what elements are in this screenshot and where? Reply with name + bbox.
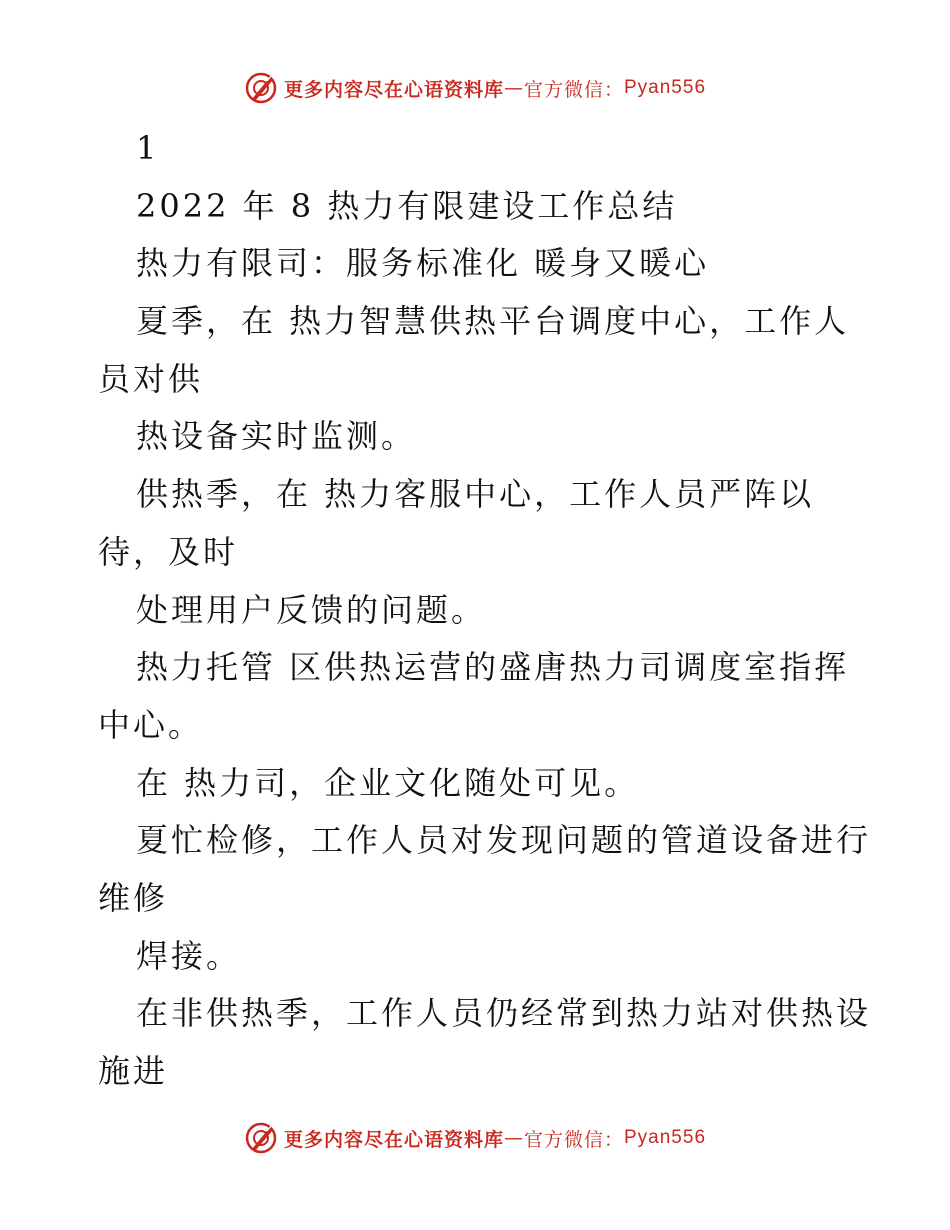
text-line: 热力托管 区供热运营的盛唐热力司调度室指挥 <box>136 648 850 687</box>
text-line: 待，及时 <box>98 532 239 571</box>
text-line: 夏季，在 热力智慧供热平台调度中心，工作人 <box>136 302 850 341</box>
text-line: 热力有限司：服务标准化 暖身又暖心 <box>136 244 710 283</box>
text-line: 热设备实时监测。 <box>136 417 417 456</box>
text-line: 夏忙检修，工作人员对发现问题的管道设备进行 <box>136 821 872 860</box>
banner-dash: — <box>503 1127 524 1149</box>
banner-wechat-handle: Pyan556 <box>624 1127 707 1148</box>
banner-wechat-handle: Pyan556 <box>624 77 707 98</box>
text-line: 供热季，在 热力客服中心，工作人员严阵以 <box>136 475 815 514</box>
banner-main-text: 更多内容尽在心语资料库 <box>283 1128 504 1151</box>
quill-pen-logo-icon <box>244 71 278 105</box>
text-line: 在非供热季，工作人员仍经常到热力站对供热设 <box>136 994 872 1033</box>
text-line: 处理用户反馈的问题。 <box>136 590 487 629</box>
quill-pen-logo-icon <box>244 1121 278 1155</box>
text-line: 在 热力司，企业文化随处可见。 <box>136 763 640 802</box>
footer-banner <box>0 1118 950 1158</box>
header-banner <box>0 68 950 108</box>
document-body <box>98 120 872 1101</box>
banner-sub-text: 官方微信： <box>523 78 624 101</box>
text-line: 焊接。 <box>136 936 242 975</box>
text-line: 中心。 <box>98 705 204 744</box>
banner-main-text: 更多内容尽在心语资料库 <box>283 78 504 101</box>
text-line: 员对供 <box>98 359 204 398</box>
text-line: 施进 <box>98 1052 169 1090</box>
text-line: 维修 <box>98 878 169 917</box>
text-line: 2022 年 8 热力有限建设工作总结 <box>136 186 678 225</box>
banner-sub-text: 官方微信： <box>523 1128 624 1151</box>
text-line: 1 <box>136 129 160 167</box>
banner-dash: — <box>503 77 524 99</box>
